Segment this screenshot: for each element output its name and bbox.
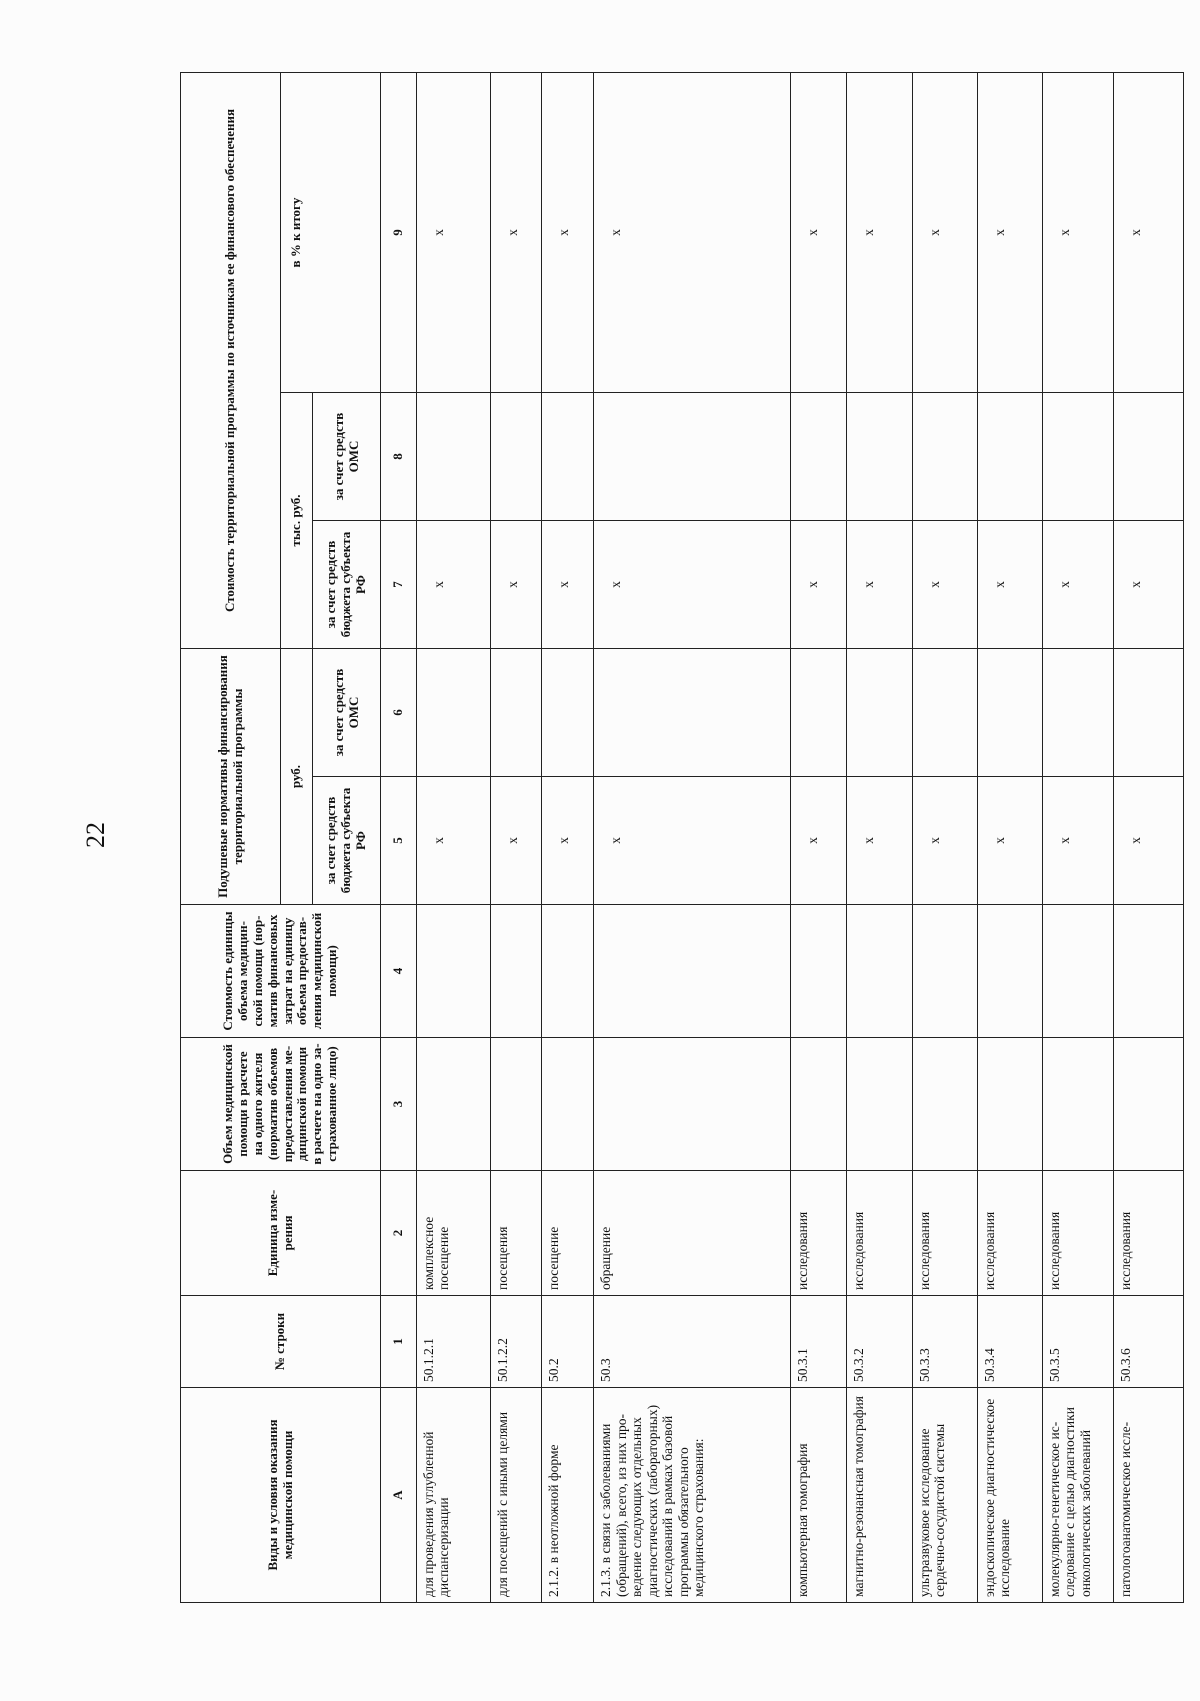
- row-volume: [1042, 1038, 1114, 1171]
- row-kind: патологоанатомическое иссле-: [1114, 1388, 1184, 1603]
- row-budget-rub: х: [912, 777, 977, 905]
- row-oms-rub: [542, 649, 594, 777]
- row-kind: компьютерная томография: [791, 1388, 847, 1603]
- table-row: [542, 72, 594, 1602]
- row-percent: х: [542, 72, 594, 392]
- table-row: [1042, 72, 1114, 1602]
- row-number: 50.1.2.2: [490, 1296, 542, 1388]
- row-budget-thousand: х: [542, 521, 594, 649]
- row-number: 50.3: [594, 1296, 791, 1388]
- column-number: 3: [381, 1038, 417, 1171]
- row-budget-rub: х: [1042, 777, 1114, 905]
- row-unit: исследования: [1114, 1171, 1184, 1296]
- row-oms-thousand: [847, 393, 912, 521]
- row-budget-rub: х: [977, 777, 1042, 905]
- row-oms-rub: [847, 649, 912, 777]
- row-unit-cost: [977, 905, 1042, 1038]
- row-number: 50.3.4: [977, 1296, 1042, 1388]
- row-budget-rub: х: [791, 777, 847, 905]
- row-percent: х: [1114, 72, 1184, 392]
- table-row: [912, 72, 977, 1602]
- row-budget-thousand: х: [416, 521, 490, 649]
- row-unit: исследования: [912, 1171, 977, 1296]
- header-program-cost: Стоимость территориальной программы по источникам ее финансового обеспечения: [181, 72, 281, 648]
- row-unit: исследования: [791, 1171, 847, 1296]
- row-percent: х: [490, 72, 542, 392]
- header-budget-thousand: за счет средств бюджета субъекта РФ: [313, 521, 381, 649]
- column-number: 6: [381, 649, 417, 777]
- row-percent: х: [791, 72, 847, 392]
- row-percent: х: [912, 72, 977, 392]
- row-volume: [977, 1038, 1042, 1171]
- table-row: [1114, 72, 1184, 1602]
- row-percent: х: [847, 72, 912, 392]
- row-unit-cost: [912, 905, 977, 1038]
- table-row: [791, 72, 847, 1602]
- row-percent: х: [1042, 72, 1114, 392]
- header-volume: Объем медицинской помощи в расчете на одного жителя (норматив объемов предоставления медицинской помощи в расчете на одно застрахованное лицо): [181, 1038, 381, 1171]
- table-row: [490, 72, 542, 1602]
- column-number: 4: [381, 905, 417, 1038]
- row-unit-cost: [791, 905, 847, 1038]
- row-number: 50.2: [542, 1296, 594, 1388]
- header-unit: Единица измерения: [181, 1171, 381, 1296]
- row-number: 50.3.5: [1042, 1296, 1114, 1388]
- row-unit: посещение: [542, 1171, 594, 1296]
- page-number: 22: [81, 822, 110, 848]
- row-number: 50.3.1: [791, 1296, 847, 1388]
- row-oms-rub: [594, 649, 791, 777]
- row-oms-rub: [416, 649, 490, 777]
- row-volume: [490, 1038, 542, 1171]
- table-row: [977, 72, 1042, 1602]
- row-budget-thousand: х: [1114, 521, 1184, 649]
- row-oms-thousand: [490, 393, 542, 521]
- row-number: 50.1.2.1: [416, 1296, 490, 1388]
- row-kind: для проведения углубленной диспансеризации: [416, 1388, 490, 1603]
- row-unit: комплексное посещение: [416, 1171, 490, 1296]
- row-oms-thousand: [791, 393, 847, 521]
- row-percent: х: [416, 72, 490, 392]
- row-oms-rub: [977, 649, 1042, 777]
- row-volume: [791, 1038, 847, 1171]
- row-oms-rub: [1114, 649, 1184, 777]
- row-unit: исследования: [977, 1171, 1042, 1296]
- row-volume: [416, 1038, 490, 1171]
- financing-table: [180, 72, 1184, 1603]
- table-row: [594, 72, 791, 1602]
- row-kind: 2.1.2. в неотложной форме: [542, 1388, 594, 1603]
- row-budget-rub: х: [542, 777, 594, 905]
- row-budget-thousand: х: [490, 521, 542, 649]
- header-unit-rub: руб.: [281, 649, 313, 905]
- table-row: [847, 72, 912, 1602]
- table-stage: [180, 73, 1184, 1603]
- header-unit-cost: Стоимость единицы объема медицинской помощи (норматив финансовых затрат на единицу объема предоставления медицинской помощи): [181, 905, 381, 1038]
- row-unit-cost: [416, 905, 490, 1038]
- row-unit-cost: [490, 905, 542, 1038]
- column-number: 1: [381, 1296, 417, 1388]
- row-budget-thousand: х: [594, 521, 791, 649]
- row-oms-rub: [912, 649, 977, 777]
- column-number: 5: [381, 777, 417, 905]
- row-unit: исследования: [1042, 1171, 1114, 1296]
- row-budget-thousand: х: [977, 521, 1042, 649]
- row-kind: эндоскопическое диагностическое исследование: [977, 1388, 1042, 1603]
- row-budget-thousand: х: [1042, 521, 1114, 649]
- row-volume: [847, 1038, 912, 1171]
- row-oms-thousand: [1042, 393, 1114, 521]
- row-budget-rub: х: [416, 777, 490, 905]
- row-kind: для посещений с иными целями: [490, 1388, 542, 1603]
- row-percent: х: [594, 72, 791, 392]
- column-number: А: [381, 1388, 417, 1603]
- row-oms-thousand: [977, 393, 1042, 521]
- row-kind: магнитно-резонансная томография: [847, 1388, 912, 1603]
- header-per-capita-normatives: Подушевые нормативы финансирования территориальной программы: [181, 649, 281, 905]
- column-number-row: [381, 72, 417, 1602]
- row-oms-rub: [1042, 649, 1114, 777]
- header-percent-of-total: в % к итогу: [281, 72, 381, 392]
- row-unit: исследования: [847, 1171, 912, 1296]
- row-unit-cost: [594, 905, 791, 1038]
- row-oms-thousand: [912, 393, 977, 521]
- row-oms-rub: [791, 649, 847, 777]
- row-volume: [542, 1038, 594, 1171]
- row-oms-thousand: [542, 393, 594, 521]
- header-row-number: № строки: [181, 1296, 381, 1388]
- row-budget-thousand: х: [791, 521, 847, 649]
- row-unit-cost: [542, 905, 594, 1038]
- header-budget-rub: за счет средств бюджета субъекта РФ: [313, 777, 381, 905]
- header-unit-thousand-rub: тыс. руб.: [281, 393, 313, 649]
- column-number: 8: [381, 393, 417, 521]
- column-number: 2: [381, 1171, 417, 1296]
- row-budget-rub: х: [490, 777, 542, 905]
- row-volume: [912, 1038, 977, 1171]
- row-volume: [594, 1038, 791, 1171]
- row-oms-thousand: [416, 393, 490, 521]
- header-oms-thousand: за счет средств ОМС: [313, 393, 381, 521]
- header-kinds: Виды и условия оказания медицинской помощи: [181, 1388, 381, 1603]
- row-unit-cost: [847, 905, 912, 1038]
- row-unit-cost: [1042, 905, 1114, 1038]
- row-number: 50.3.2: [847, 1296, 912, 1388]
- column-number: 7: [381, 521, 417, 649]
- table-row: [416, 72, 490, 1602]
- row-number: 50.3.3: [912, 1296, 977, 1388]
- row-budget-rub: х: [594, 777, 791, 905]
- row-oms-thousand: [594, 393, 791, 521]
- row-budget-thousand: х: [912, 521, 977, 649]
- row-volume: [1114, 1038, 1184, 1171]
- row-kind: ультразвуковое исследование сердечно-сосудистой системы: [912, 1388, 977, 1603]
- row-budget-thousand: х: [847, 521, 912, 649]
- row-unit: обращение: [594, 1171, 791, 1296]
- row-unit-cost: [1114, 905, 1184, 1038]
- header-oms-rub: за счет средств ОМС: [313, 649, 381, 777]
- column-number: 9: [381, 72, 417, 392]
- row-number: 50.3.6: [1114, 1296, 1184, 1388]
- row-percent: х: [977, 72, 1042, 392]
- row-kind: молекулярно-генетическое исследование с целью диагностики онкологических заболеваний: [1042, 1388, 1114, 1603]
- row-kind: 2.1.3. в связи с заболеваниями (обращений), всего, из них проведение следующих отдельных диагностических (лабораторных) исследований в рамках базовой программы обязательного медицинского страхования:: [594, 1388, 791, 1603]
- row-oms-rub: [490, 649, 542, 777]
- row-oms-thousand: [1114, 393, 1184, 521]
- row-budget-rub: х: [1114, 777, 1184, 905]
- row-budget-rub: х: [847, 777, 912, 905]
- row-unit: посещения: [490, 1171, 542, 1296]
